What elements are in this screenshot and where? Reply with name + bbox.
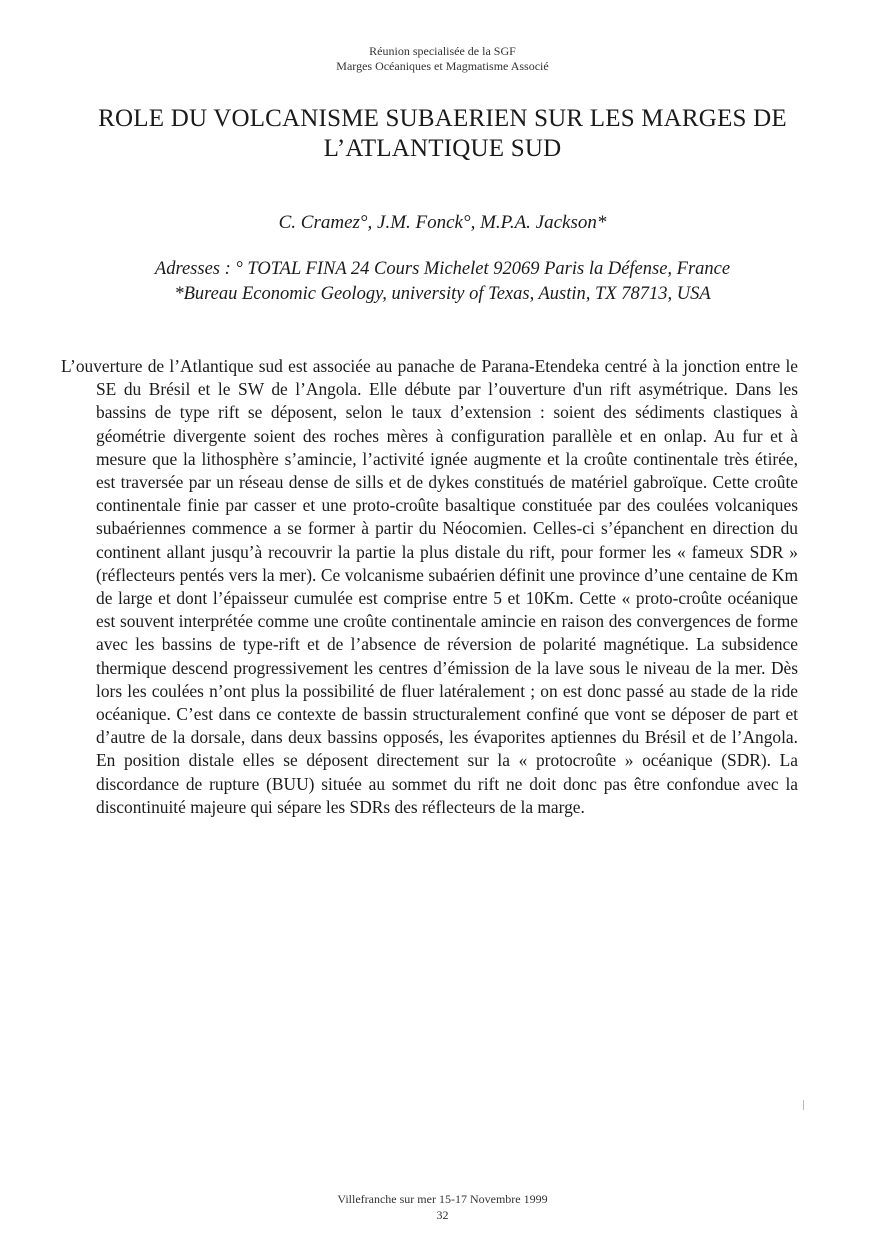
author-list: C. Cramez°, J.M. Fonck°, M.P.A. Jackson* [278, 212, 607, 233]
running-header [0, 44, 885, 74]
title-line-2: L’ATLANTIQUE SUD [323, 135, 562, 162]
header-meeting-line: Réunion specialisée de la SGF [369, 44, 516, 58]
page-footer [0, 1191, 885, 1223]
address-line-1: Adresses : ° TOTAL FINA 24 Cours Michelet 92069 Paris la Défense, France [154, 259, 731, 279]
scan-mark [803, 1100, 804, 1110]
abstract-paragraph: L’ouverture de l’Atlantique sud est associée au panache de Parana-Etendeka centré à la jonction entre le SE du Brésil et le SW de l’Angola. Elle débute par l’ouverture d'un rift asymétrique. Dans les bassins de type rift se déposent, selon le taux d’extension : soient des sédiments clastiques à géométrie divergente soient des roches mères à configuration parallèle et en onlap. Au fur et à mesure que la lithosphère s’amincie, l’activité ignée augmente et la croûte continentale très étirée, est traversée par un réseau dense de sills et de dykes constitués de matériel gabroïque. Cette croûte continentale finie par casser et une proto-croûte basaltique constituée par des coulées volcaniques subaériennes commence a se former à partir du Néocomien. Celles-ci s’épanchent en direction du continent allant jusqu’à recouvrir la partie la plus distale du rift, pour former les « fameux SDR » (réflecteurs pentés vers la mer). Ce volcanisme subaérien définit une province d’une centaine de Km de large et dont l’épaisseur cumulée est comprise entre 5 et 10Km. Cette « proto-croûte océanique est souvent interprétée comme une croûte continentale amincie en raison des convergences de forme avec les bassins de type-rift et de l’absence de réversion de polarité magnétique. La subsidence thermique descend progressivement les centres d’émission de la lave sous le niveau de la mer. Dès lors les coulées n’ont plus la possibilité de fluer latéralement ; on est donc passé au stade de la ride océanique. C’est dans ce contexte de bassin structuralement confiné que vont se déposer de part et d’autre de la dorsale, dans deux bassins opposés, les évaporites aptiennes du Brésil et de l’Angola. En position distale elles se déposent directement sur la « protocroûte » océanique (SDR). La discordance de rupture (BUU) située au sommet du rift ne doit donc pas être confondue avec la discontinuité majeure qui sépare les SDRs des réflecteurs de la marge. [61, 356, 798, 817]
paper-title [60, 104, 825, 164]
address-line-2: *Bureau Economic Geology, university of Texas, Austin, TX 78713, USA [174, 284, 711, 304]
header-session-line: Marges Océaniques et Magmatisme Associé [336, 59, 549, 73]
page-number: 32 [436, 1208, 449, 1222]
title-line-1: ROLE DU VOLCANISME SUBAERIEN SUR LES MARGES DE [98, 105, 787, 132]
footer-event: Villefranche sur mer 15-17 Novembre 1999 [337, 1192, 548, 1206]
author-addresses [70, 257, 815, 307]
